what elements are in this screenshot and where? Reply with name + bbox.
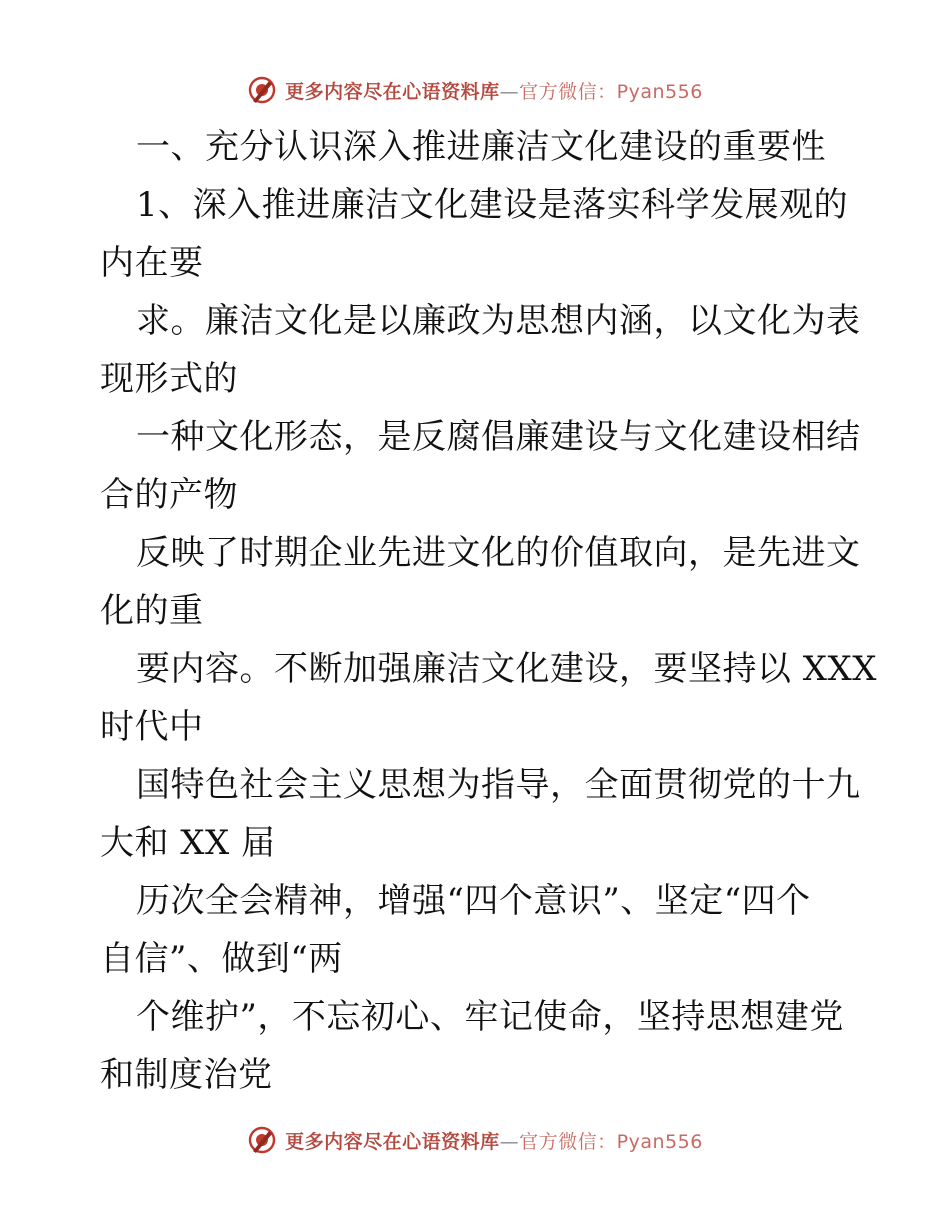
text-line: 求。廉洁文化是以廉政为思想内涵，以文化为表 [136,301,861,341]
text-line: 国特色社会主义思想为指导，全面贯彻党的十九 [136,765,861,805]
text-line: 合的产物 [100,475,238,515]
document-body [100,118,877,1104]
text-line: 现形式的 [100,359,238,399]
banner-wechat: 官方微信：Pyan556 [519,1130,703,1153]
text-line: 个维护”，不忘初心、牢记使命，坚持思想建党 [136,997,844,1037]
banner-dash: — [499,1130,520,1153]
text-line: 内在要 [100,243,204,283]
banner-site-name: 更多内容尽在心语资料库 [285,80,500,103]
banner-text [285,1127,703,1154]
quill-logo-icon [247,75,277,105]
header-banner [0,70,950,110]
footer-banner [0,1120,950,1160]
banner-site-name: 更多内容尽在心语资料库 [285,1130,500,1153]
text-line: 历次全会精神，增强“四个意识”、坚定“四个 [136,881,811,921]
text-line: 时代中 [100,707,204,747]
banner-text [285,77,703,104]
text-line: 大和 XX 届 [100,823,276,863]
text-line: 反映了时期企业先进文化的价值取向，是先进文 [136,533,861,573]
quill-logo-icon [247,1125,277,1155]
banner-wechat: 官方微信：Pyan556 [519,80,703,103]
text-line: 自信”、做到“两 [100,939,343,979]
text-line: 要内容。不断加强廉洁文化建设，要坚持以 XXX [136,649,877,689]
banner-dash: — [499,80,520,103]
section-heading: 一、充分认识深入推进廉洁文化建设的重要性 [136,127,826,167]
text-line: 化的重 [100,591,204,631]
text-line: 和制度治党 [100,1055,273,1095]
text-line: 一种文化形态，是反腐倡廉建设与文化建设相结 [136,417,861,457]
text-line: 1、深入推进廉洁文化建设是落实科学发展观的 [136,185,849,225]
